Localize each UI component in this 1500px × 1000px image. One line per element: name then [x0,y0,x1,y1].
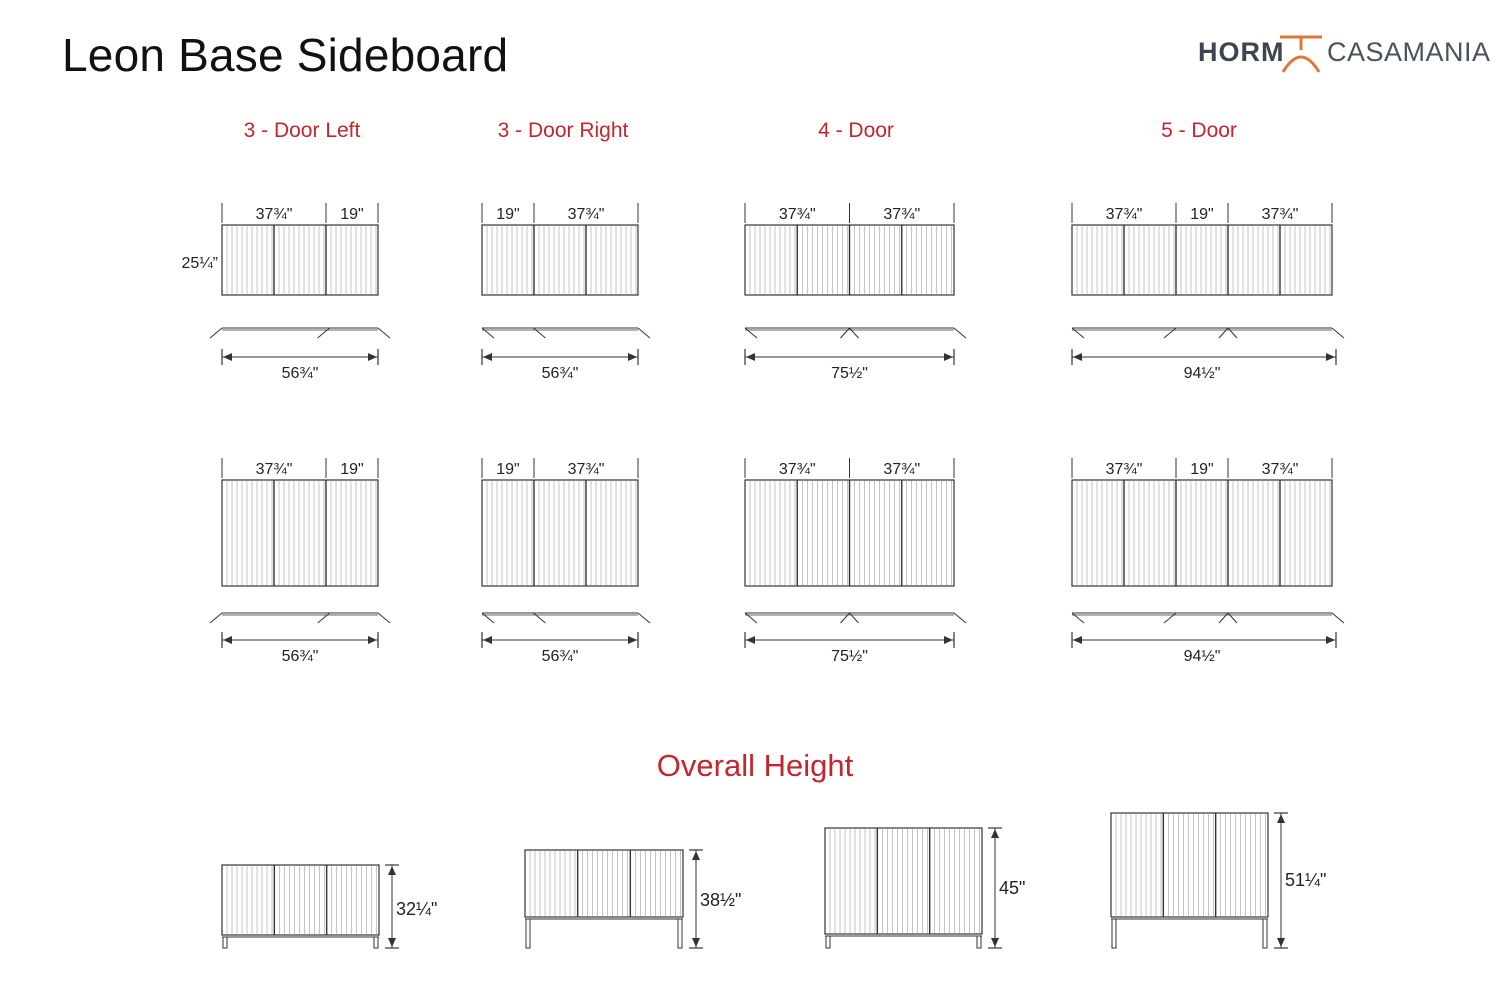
width-label: 94½" [1183,365,1221,382]
arrowhead [944,353,953,361]
leg-mark [482,328,494,338]
sideboard-front [482,225,638,295]
top-dim-label: 19" [496,461,520,478]
top-dim-label: 19" [340,206,364,223]
arrowhead [746,636,755,644]
width-label: 56¾" [541,365,579,382]
top-dimensions [745,458,954,478]
cabinet-outline [482,225,638,295]
arrowhead [1326,353,1335,361]
leg-mark [841,613,850,623]
leg-mark [954,613,966,623]
column-title: 5 - Door [1161,119,1237,142]
elevation-row-2 [745,458,966,665]
sideboard-front [222,225,378,295]
leg-mark [1072,613,1084,623]
height-label: 32¼" [396,899,438,919]
arrowhead [1073,636,1082,644]
leg [977,936,981,948]
leg-mark [378,613,390,623]
top-dim-label: 19" [496,206,520,223]
top-dim-label: 37¾" [883,206,921,223]
arrowhead [628,636,637,644]
arrowhead [746,353,755,361]
leg-mark [318,328,330,338]
cabinet-outline [1072,480,1332,586]
top-dim-label: 37¾" [778,206,816,223]
elevation-row-2 [210,458,390,665]
arrowhead [368,353,377,361]
leg-mark [745,328,757,338]
width-label: 56¾" [281,365,319,382]
base-plan [1072,328,1344,338]
top-dim-label: 37¾" [567,461,605,478]
arrowhead [1073,353,1082,361]
configuration-2 [482,119,650,665]
elevation-row-2 [1072,458,1344,665]
width-label: 75½" [831,648,868,665]
top-dimensions [482,203,638,223]
top-dim-label: 19" [1190,461,1214,478]
column-title: 4 - Door [818,119,894,142]
top-dim-label: 19" [340,461,364,478]
leg-mark [1164,328,1176,338]
top-dimensions [222,458,378,478]
height-elevation-4 [1111,813,1326,948]
width-dimension [1072,349,1336,365]
page-title: Leon Base Sideboard [62,29,509,81]
sideboard-front [1072,225,1332,295]
cabinet-outline [825,828,982,934]
leg-mark [378,328,390,338]
base-plan [210,328,390,338]
top-dim-label: 37¾" [1105,206,1143,223]
sideboard-front [222,480,378,586]
leg [1263,919,1267,948]
width-dimension [745,349,954,365]
sideboard-front [1072,480,1332,586]
arrowhead [223,353,232,361]
top-dimensions [1072,203,1332,223]
leg-mark [482,613,494,623]
width-label: 56¾" [281,648,319,665]
height-label: 45" [999,878,1026,898]
top-dim-label: 37¾" [255,461,293,478]
overall-height-title: Overall Height [656,748,854,783]
top-dim-label: 19" [1190,206,1214,223]
elevation-row-1 [745,203,966,382]
leg [826,936,830,948]
leg [678,919,682,948]
leg-mark [1072,328,1084,338]
top-dim-label: 37¾" [883,461,921,478]
arrowhead [1277,938,1285,947]
base-plan [482,613,650,623]
leg-mark [1332,328,1344,338]
arrowhead [368,636,377,644]
elevation-row-1 [482,203,650,382]
leg-mark [954,328,966,338]
leg-mark [841,328,850,338]
top-dim-label: 37¾" [778,461,816,478]
configuration-1 [210,119,390,665]
base-plan [745,328,966,338]
sideboard-front [525,850,683,917]
height-elevation-3 [825,828,1025,948]
cabinet-outline [1072,225,1332,295]
width-label: 75½" [831,365,868,382]
sideboard-front [1111,813,1268,917]
height-elevation-2 [525,850,741,948]
top-dimensions [222,203,378,223]
width-dimension [1072,632,1336,648]
width-dimension [222,632,378,648]
leg-mark [1164,613,1176,623]
top-dimensions [482,458,638,478]
configuration-4 [1072,119,1344,665]
elevation-row-1 [210,203,390,382]
width-dimension [222,349,378,365]
brand-horm: HORM [1198,37,1285,67]
arrowhead [388,866,396,875]
elevation-row-2 [482,458,650,665]
elevation-row-1 [1072,203,1344,382]
cabinet-outline [1111,813,1268,917]
arrowhead [692,851,700,860]
leg-mark [1219,328,1228,338]
leg-mark [210,328,222,338]
column-title: 3 - Door Right [497,119,629,142]
height-label: 38½" [700,890,742,910]
sideboard-front [222,865,379,935]
leg-mark [1228,328,1237,338]
base-plan [1072,613,1344,623]
top-dim-label: 37¾" [1261,461,1299,478]
cabinet-outline [222,865,379,935]
arrowhead [944,636,953,644]
leg-mark [745,613,757,623]
leg-mark [638,328,650,338]
leg-mark [210,613,222,623]
arrowhead [628,353,637,361]
top-dimensions [745,203,954,223]
width-label: 56¾" [541,648,579,665]
top-dim-label: 37¾" [255,206,293,223]
base-plan [210,613,390,623]
leg-mark [1219,613,1228,623]
top-dim-label: 37¾" [567,206,605,223]
arrowhead [223,636,232,644]
arrowhead [991,829,999,838]
leg-mark [318,613,330,623]
width-label: 94½" [1183,648,1221,665]
leg [223,937,227,948]
leg-mark [1332,613,1344,623]
arrowhead [1277,814,1285,823]
width-dimension [745,632,954,648]
configuration-3 [745,119,966,665]
height-elevation-1 [222,865,437,948]
arrowhead [483,636,492,644]
top-dim-label: 37¾" [1261,206,1299,223]
arrowhead [483,353,492,361]
brand-casamania: CASAMANIA [1327,37,1491,67]
sideboard-front [482,480,638,586]
width-dimension [482,632,638,648]
column-title: 3 - Door Left [243,119,361,142]
cabinet-height-label: 25¼” [181,255,218,272]
leg-mark [850,328,859,338]
base-plan [745,613,966,623]
leg-mark [533,613,545,623]
cabinet-outline [525,850,683,917]
arrowhead [991,938,999,947]
leg-mark [638,613,650,623]
width-dimension [482,349,638,365]
sideboard-front [825,828,982,934]
top-dimensions [1072,458,1332,478]
leg-mark [850,613,859,623]
cabinet-outline [222,480,378,586]
sideboard-front [745,225,954,295]
arrowhead [388,938,396,947]
leg [1112,919,1116,948]
leg [526,919,530,948]
top-dim-label: 37¾" [1105,461,1143,478]
leg-mark [533,328,545,338]
sideboard-front [745,480,954,586]
arrowhead [1326,636,1335,644]
base-plan [482,328,650,338]
leg [374,937,378,948]
cabinet-outline [482,480,638,586]
arrowhead [692,938,700,947]
height-label: 51¼" [1285,870,1327,890]
cabinet-outline [222,225,378,295]
leg-mark [1228,613,1237,623]
